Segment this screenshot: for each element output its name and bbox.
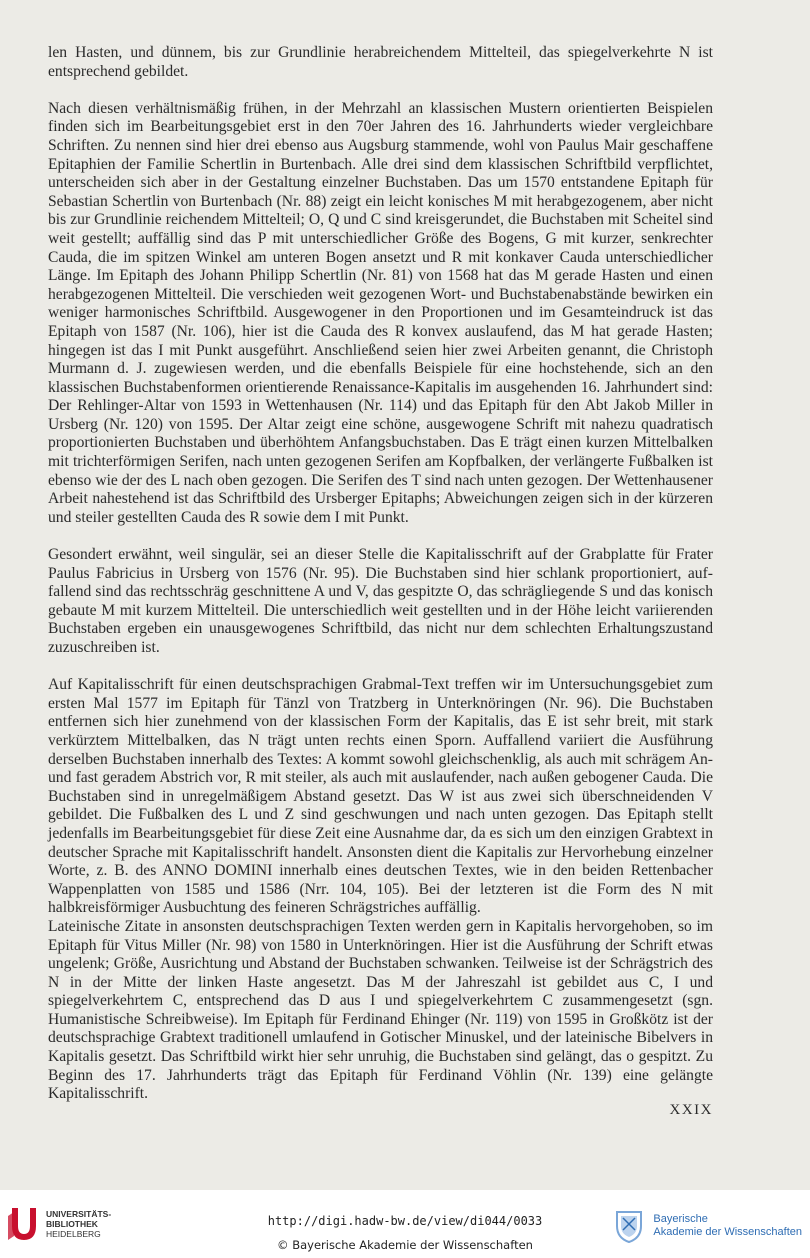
- paragraph-1: len Hasten, und dünnem, bis zur Grundlinie herabreichendem Mittelteil, das spiegelverkehrte N ist entsprechend gebildet.: [48, 44, 713, 80]
- library-logo-line3: HEIDELBERG: [46, 1229, 101, 1239]
- paragraph-5: Lateinische Zitate in ansonsten deutschsprachigen Texten werden gern in Kapitalis hervorgehoben, so im Epitaph für Vitus Miller (Nr. 98) von 1580 in Unterknöringen. Hier ist die Ausführung der Schrift etwas ungelenk; Größe, Ausrichtung und Abstand der Buchstaben schwanken. Teilweise ist der Schrägstrich des N in der Mitte der linken Haste angesetzt. Das M der Jahreszahl ist gebildet aus C, I und spiegelverkehrtem C, entsprechend das D aus I und spiegelverkehrtem C zusammengesetzt (sgn. Humanistische Schreibweise). Im Epitaph für Ferdinand Ehinger (Nr. 119) von 1595 in Großkötz ist der deutschsprachige Grabtext traditionell umlaufend in Gotischer Minuskel, und der lateinische Bibelvers in Kapitalis gesetzt. Das Schriftbild wirkt hier sehr unruhig, die Buchstaben sind gelängt, das o gespitzt. Zu Beginn des 17. Jahrhunderts trägt das Epitaph für Ferdinand Vöhlin (Nr. 139) eine gelängte Kapitalisschrift.: [48, 917, 713, 1103]
- paragraph-3: Gesondert erwähnt, weil singulär, sei an dieser Stelle die Kapitalisschrift auf der Grabplatte für Frater Paulus Fabricius in Ursberg von 1576 (Nr. 95). Die Buchstaben sind hier schlank proportioniert, auffallend sind das rechtsschräg geschnittene A und V, das gespitzte O, das schrägliegende S und das konisch gebaute M mit kurzem Mittelteil. Die unterschiedlich weit gestellten und in der Höhe leicht variierenden Buchstaben ergeben ein unausgewogenes Schriftbild, das nicht nur dem schlechten Erhaltungszustand zuzuschreiben ist.: [48, 546, 713, 656]
- copyright-notice: © Bayerische Akademie der Wissenschaften: [277, 1238, 533, 1252]
- permalink-url[interactable]: http://digi.hadw-bw.de/view/di044/0033: [267, 1214, 543, 1228]
- page-number: XXIX: [669, 1102, 713, 1118]
- paragraph-2: Nach diesen verhältnismäßig frühen, in der Mehrzahl an klassischen Mustern orientierten Beispielen finden sich im Bearbeitungsgebiet erst in den 70er Jahren des 16. Jahrhunderts wieder vergleichbare Schriften. Zu nennen sind hier drei ebenso aus Augsburg stammende, wohl von Paulus Mair geschaffene Epitaphien der Familie Schertlin in Burtenbach. Alle drei sind dem klassischen Schriftbild verpflichtet, unterscheiden sich aber in der Gestaltung einzelner Buchstaben. Das um 1570 entstandene Epitaph für Sebastian Schertlin von Burtenbach (Nr. 88) zeigt ein leicht konisches M mit herabgezogenem, aber nicht bis zur Grundlinie reichendem Mittelteil; O, Q und C sind kreisgerundet, die Buchstaben mit Scheitel sind weit gestellt; auffällig sind das P mit unterschiedlicher Größe des Bogens, G mit kurzer, senkrechter Cauda, die im spitzen Winkel am unteren Bogen ansetzt und R mit konkaver Cauda unterschiedlicher Länge. Im Epitaph des Johann Philipp Schertlin (Nr. 81) von 1568 hat das M gerade Hasten und einen herabgezogenen Mittelteil. Die verschieden weit gezogenen Wort- und Buchstabenabstände bewirken ein weniger harmonisches Schriftbild. Ausgewogener in den Proportionen und im Gesamteindruck ist das Epitaph von 1587 (Nr. 106), hier ist die Cauda des R konvex auslaufend, das M hat gerade Hasten; hingegen ist das I mit Punkt ausgeführt. Anschließend seien hier zwei Arbeiten genannt, die Christoph Murmann d. J. zugewiesen werden, und die ebenfalls Beispiele für eine hochstehende, sich an den klassischen Buchstabenformen orientierende Renaissance-Kapitalis im ausgehenden 16. Jahrhundert sind: Der Rehlinger-Altar von 1593 in Wettenhausen (Nr. 114) und das Epitaph für den Abt Jakob Miller in Ursberg (Nr. 120) von 1595. Der Altar zeigt eine schöne, ausgewogene Schrift mit nahezu quadratisch proportionierten Buchstaben und überhöhtem Anfangsbuchstaben. Das E trägt einen kurzen Mittelbalken mit trichterförmigen Serifen, nach unten gezogenen Serifen am Kopfbalken, der verlängerte Fußbalken ist ebenso wie der des L nach oben gezogen. Die Serifen des T sind nach unten gezogen. Der Wettenhausener Arbeit nahestehend ist das Schriftbild des Ursberger Epitaphs; Abweichungen zeigen sich in der kürzeren und steiler gestellten Cauda des R sowie dem I mit Punkt.: [48, 99, 713, 526]
- academy-logo-line1: Bayerische: [653, 1213, 708, 1225]
- academy-crest-icon: [609, 1208, 649, 1244]
- page-body: [48, 44, 713, 1122]
- academy-logo-line2: Akademie der Wissenschaften: [653, 1226, 802, 1238]
- academy-logo[interactable]: [609, 1208, 802, 1244]
- paragraph-4: Auf Kapitalisschrift für einen deutschsprachigen Grabmal-Text treffen wir im Untersuchungsgebiet zum ersten Mal 1577 im Epitaph für Tänzl von Tratzberg in Unterknöringen (Nr. 96). Die Buchstaben entfernen sich hier zunehmend von der klassischen Form der Kapitalis, das E ist sehr breit, mit stark verkürztem Mittelbalken, das N trägt unten rechts einen Sporn. Auffallend variiert die Ausführung derselben Buchstaben innerhalb des Textes: A kommt sowohl gleichschenklig, als auch mit schrägem An- und fast geradem Abstrich vor, R mit steiler, als auch mit auslaufender, nach außen gebogener Cauda. Die Buchstaben sind in unregelmäßigem Abstand gesetzt. Das W ist aus zwei sich überschneidenden V gebildet. Die Fußbalken des L und Z sind geschwungen und nach unten gezogen. Das Epitaph stellt jedenfalls im Bearbeitungsgebiet für diese Zeit eine Ausnahme dar, da es sich um den einzigen Grabtext in deutscher Sprache mit Kapitalisschrift handelt. Ansonsten dient die Kapitalis zur Hervorhebung einzelner Worte, z. B. des ANNO DOMINI innerhalb eines deutschen Textes, wie in den beiden Rettenbacher Wappenplatten von 1585 und 1586 (Nrr. 104, 105). Bei der letzteren ist die Form des N mit halbkreisförmiger Ausbuchtung des feineren Schrägstriches auffällig.: [48, 676, 713, 917]
- footer: [0, 1190, 810, 1258]
- library-logo-line1: UNIVERSITÄTS-: [46, 1209, 112, 1219]
- library-logo-line2: BIBLIOTHEK: [46, 1219, 98, 1229]
